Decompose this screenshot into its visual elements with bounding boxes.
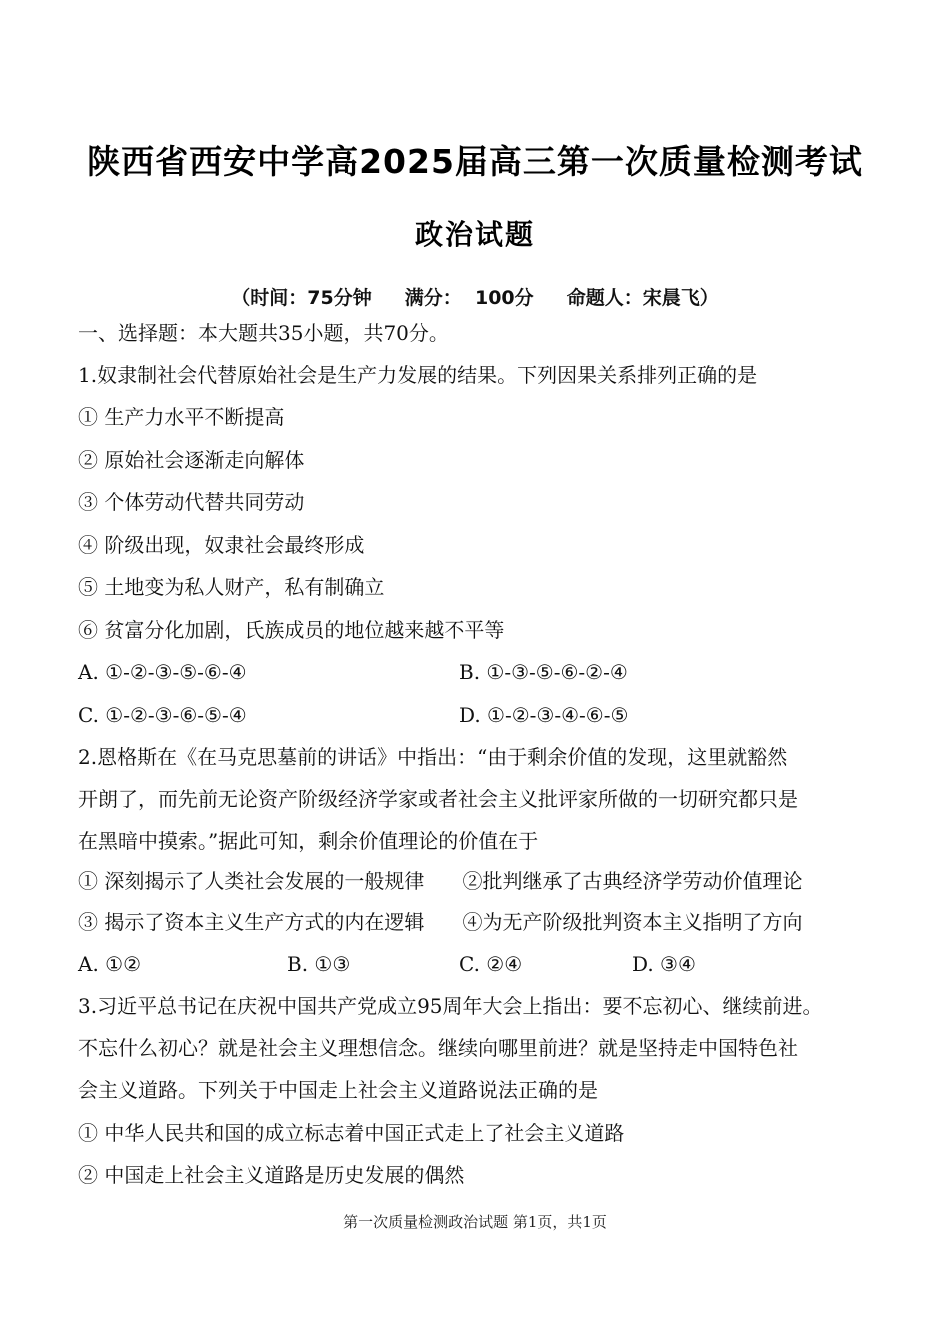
q2-stem-line: 开朗了，而先前无论资产阶级经济学家或者社会主义批评家所做的一切研究都只是 bbox=[78, 787, 798, 811]
q1-option-b: B. ①-③-⑤-⑥-②-④ bbox=[459, 660, 628, 684]
q2-item: ③ 揭示了资本主义生产方式的内在逻辑 ④为无产阶级批判资本主义指明了方向 bbox=[78, 910, 803, 934]
q3-item: ② 中国走上社会主义道路是历史发展的偶然 bbox=[78, 1163, 465, 1187]
section-heading: 一、选择题：本大题共35小题，共70分。 bbox=[78, 321, 449, 345]
q2-stem-line: 在黑暗中摸索。”据此可知，剩余价值理论的价值在于 bbox=[78, 829, 539, 853]
q1-option-c: C. ①-②-③-⑥-⑤-④ bbox=[78, 703, 247, 727]
q2-option-b: B. ①③ bbox=[287, 952, 351, 976]
q1-item: ④ 阶级出现，奴隶社会最终形成 bbox=[78, 533, 365, 557]
exam-meta: （时间：75分钟 满分： 100分 命题人：宋晨飞） bbox=[231, 287, 719, 309]
q1-stem: 1.奴隶制社会代替原始社会是生产力发展的结果。下列因果关系排列正确的是 bbox=[78, 363, 758, 387]
q2-stem-line: 2.恩格斯在《在马克思墓前的讲话》中指出：“由于剩余价值的发现，这里就豁然 bbox=[78, 745, 788, 769]
q1-item: ⑥ 贫富分化加剧，氏族成员的地位越来越不平等 bbox=[78, 618, 505, 642]
exam-title: 陕西省西安中学高2025届高三第一次质量检测考试 bbox=[87, 142, 863, 181]
q2-option-c: C. ②④ bbox=[459, 952, 523, 976]
exam-subtitle: 政治试题 bbox=[414, 218, 535, 251]
q1-item: ⑤ 土地变为私人财产，私有制确立 bbox=[78, 575, 385, 599]
q1-item: ② 原始社会逐渐走向解体 bbox=[78, 448, 305, 472]
page-footer: 第一次质量检测政治试题 第1页，共1页 bbox=[343, 1213, 607, 1231]
q3-item: ① 中华人民共和国的成立标志着中国正式走上了社会主义道路 bbox=[78, 1121, 625, 1145]
q2-option-a: A. ①② bbox=[78, 952, 142, 976]
q2-item: ① 深刻揭示了人类社会发展的一般规律 ②批判继承了古典经济学劳动价值理论 bbox=[78, 869, 803, 893]
q3-stem-line: 3.习近平总书记在庆祝中国共产党成立95周年大会上指出：要不忘初心、继续前进。 bbox=[78, 994, 823, 1018]
q1-option-d: D. ①-②-③-④-⑥-⑤ bbox=[459, 703, 629, 727]
q3-stem-line: 会主义道路。下列关于中国走上社会主义道路说法正确的是 bbox=[78, 1078, 598, 1102]
q2-option-d: D. ③④ bbox=[632, 952, 696, 976]
q3-stem-line: 不忘什么初心？就是社会主义理想信念。继续向哪里前进？就是坚持走中国特色社 bbox=[78, 1036, 798, 1060]
q1-option-a: A. ①-②-③-⑤-⑥-④ bbox=[78, 660, 247, 684]
q1-item: ① 生产力水平不断提高 bbox=[78, 405, 285, 429]
q1-item: ③ 个体劳动代替共同劳动 bbox=[78, 490, 305, 514]
